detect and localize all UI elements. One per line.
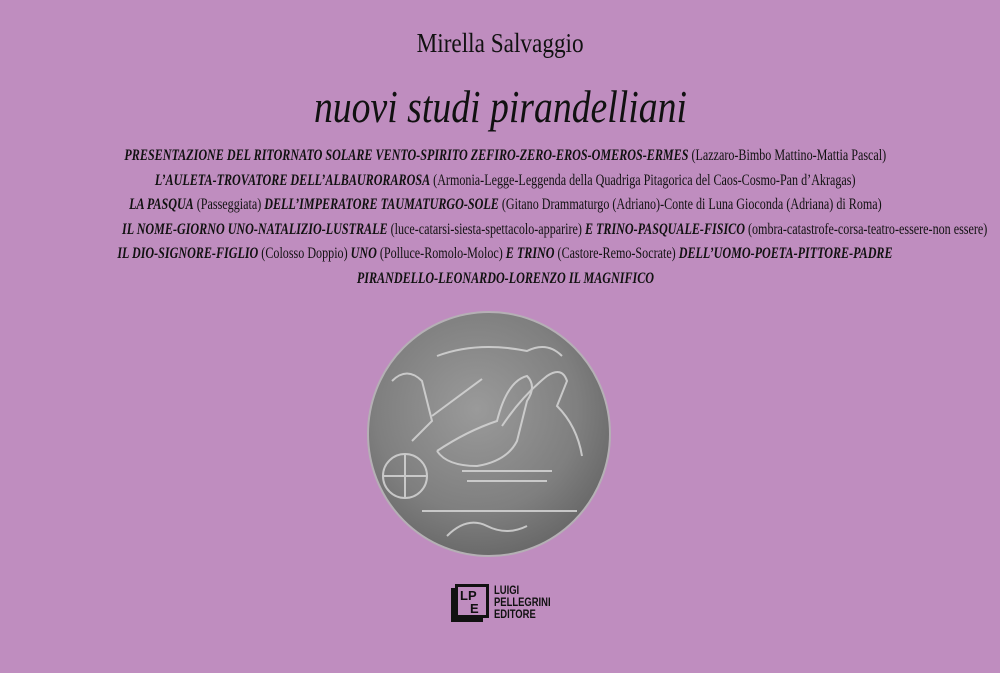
author-name: Mirella Salvaggio [416, 28, 584, 58]
book-title: nuovi studi pirandelliani [313, 81, 687, 132]
publisher-name: LUIGI PELLEGRINI EDITORE [494, 585, 551, 621]
subtitle-line: IL DIO-SIGNORE-FIGLIO (Colosso Doppio) UNO (Polluce-Romolo-Moloc) E TRINO (Castore-Remo-Socrate) DELL’UOMO-POETA-PITTORE-PADRE [117, 245, 893, 262]
svg-text:E: E [470, 601, 479, 616]
subtitle-line: IL NOME-GIORNO UNO-NATALIZIO-LUSTRALE (luce-catarsi-siesta-spettacolo-apparire) E TRINO-PASQUALE-FISICO (ombra-catastrofe-corsa-teatro-essere-non essere) [122, 220, 988, 238]
svg-text:LP: LP [460, 588, 477, 603]
subtitle-line: LA PASQUA (Passeggiata) DELL’IMPERATORE TAUMATURGO-SOLE (Gitano Drammaturgo (Adriano)-Conte di Luna Gioconda (Adriana) di Roma) [128, 196, 882, 213]
subtitle-block [0, 147, 1000, 294]
subtitle-line: PRESENTAZIONE DEL RITORNATO SOLARE VENTO-SPIRITO ZEFIRO-ZERO-EROS-OMEROS-ERMES (Lazzaro-Bimbo Mattino-Mattia Pascal) [124, 147, 886, 164]
subtitle-line: L’AULETA-TROVATORE DELL’ALBAURORAROSA (Armonia-Legge-Leggenda della Quadriga Pitagorica del Caos-Cosmo-Pan d’Akragas) [154, 171, 856, 189]
publisher-logo [450, 583, 563, 623]
coin-image [367, 311, 611, 557]
publisher-monogram-icon [450, 583, 490, 623]
subtitle-line: PIRANDELLO-LEONARDO-LORENZO IL MAGNIFICO [356, 269, 654, 287]
